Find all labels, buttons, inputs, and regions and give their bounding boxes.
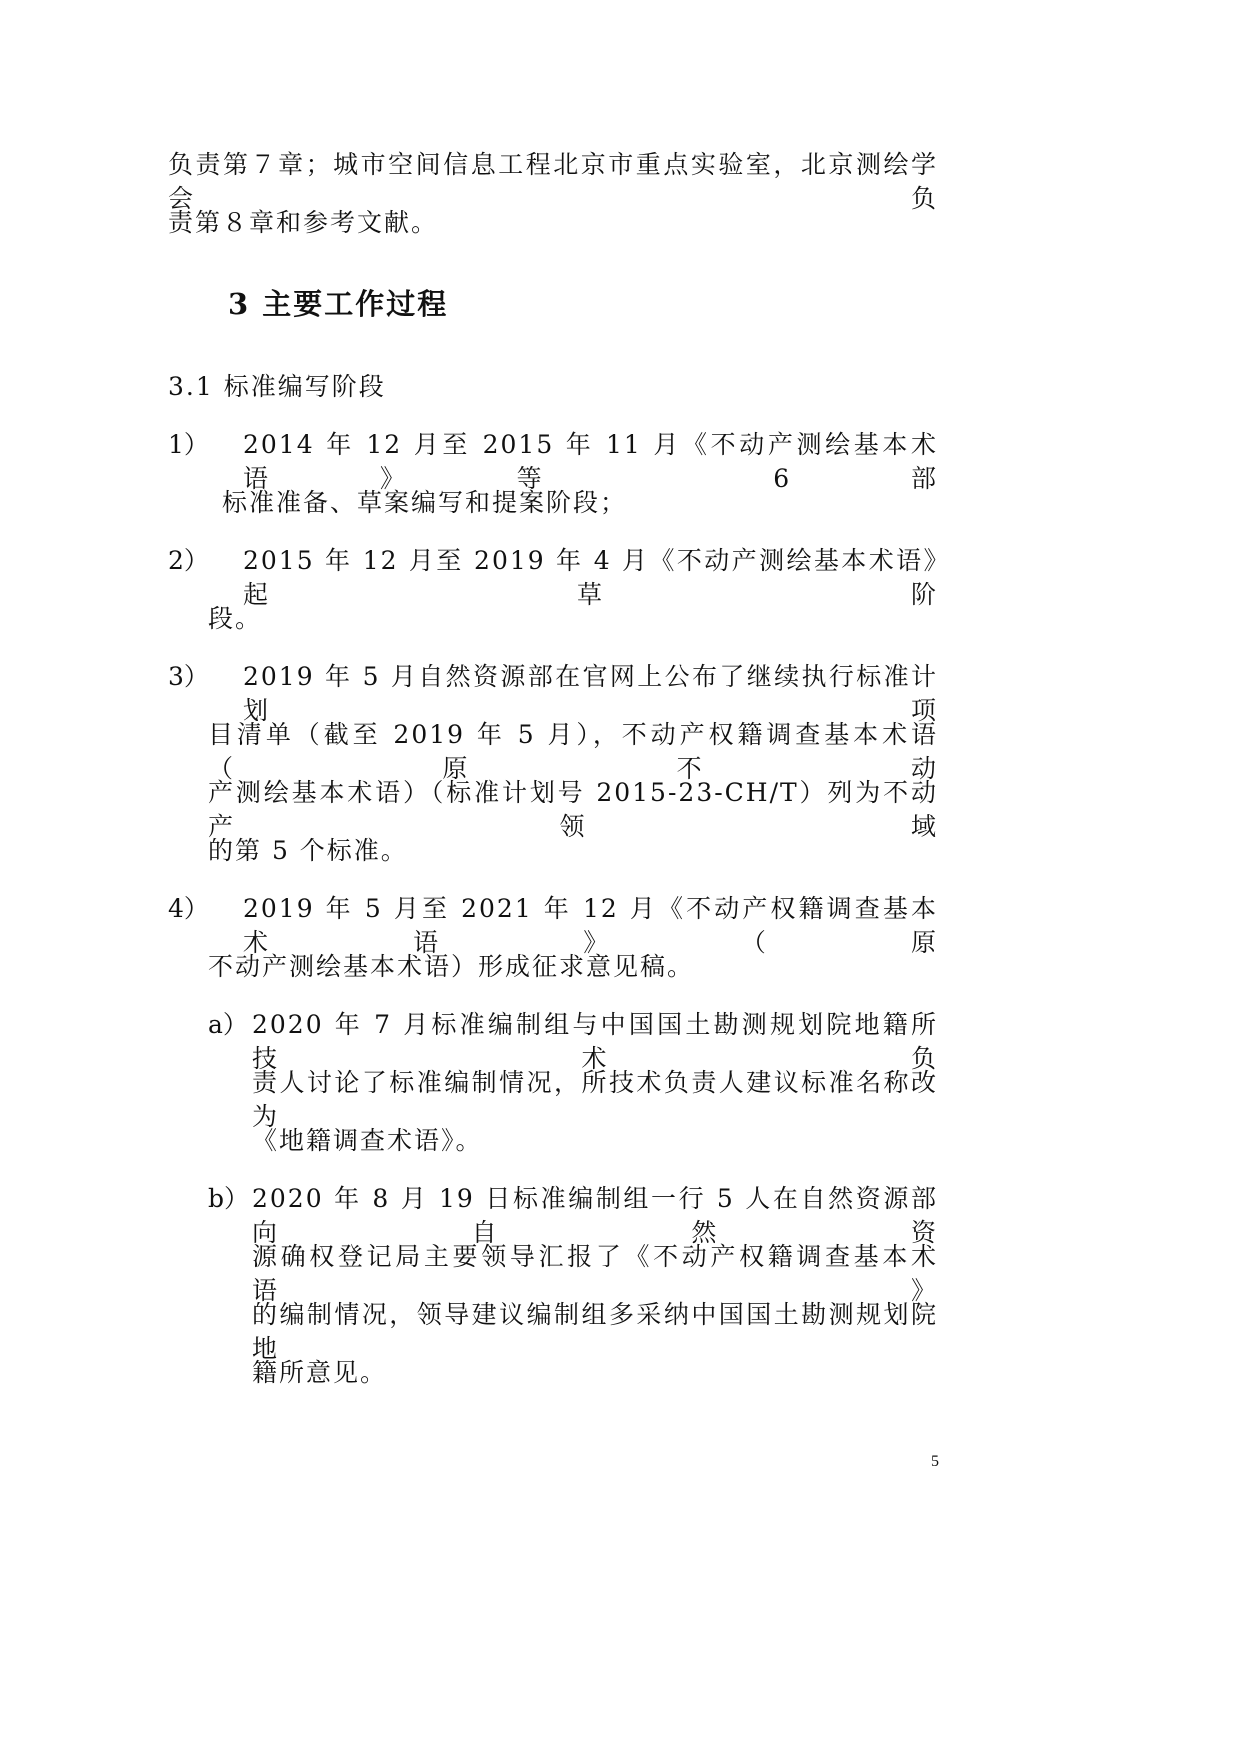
page-number: 5 — [931, 1453, 939, 1470]
sublist-item-line: 《地籍调查术语》。 — [252, 1126, 483, 1155]
list-marker: 1） — [168, 430, 209, 459]
sublist-item-line: 源确权登记局主要领导汇报了《不动产权籍调查基本术语》 — [252, 1242, 938, 1305]
list-item-line: 不动产测绘基本术语）形成征求意见稿。 — [208, 952, 695, 981]
list-marker: 4） — [168, 894, 209, 923]
list-marker: 3） — [168, 662, 209, 691]
list-item-line: 目清单（截至 2019 年 5 月），不动产权籍调查基本术语（原不动 — [208, 720, 938, 783]
sublist-item-line: 责人讨论了标准编制情况，所技术负责人建议标准名称改为 — [252, 1068, 938, 1131]
sublist-marker: b） — [208, 1184, 250, 1213]
sublist-item-line: 的编制情况，领导建议编制组多采纳中国国土勘测规划院地 — [252, 1300, 938, 1363]
sublist-item-line: 2020 年 7 月标准编制组与中国国土勘测规划院地籍所技术负 — [252, 1010, 938, 1073]
list-item-line: 的第 5 个标准。 — [208, 836, 408, 865]
list-item-line: 2015 年 12 月至 2019 年 4 月《不动产测绘基本术语》起草阶 — [243, 546, 938, 609]
list-item-line: 段。 — [208, 604, 263, 633]
list-item-line: 产测绘基本术语）（标准计划号 2015-23-CH/T）列为不动产领域 — [208, 778, 938, 841]
list-marker: 2） — [168, 546, 209, 575]
section-heading: 3 主要工作过程 — [228, 287, 449, 321]
list-item-line: 2019 年 5 月至 2021 年 12 月《不动产权籍调查基本术语》（原 — [243, 894, 938, 957]
sublist-item-line: 籍所意见。 — [252, 1358, 388, 1387]
paragraph-line: 责第８章和参考文献。 — [168, 208, 439, 237]
sublist-marker: a） — [208, 1010, 248, 1039]
sublist-item-line: 2020 年 8 月 19 日标准编制组一行 5 人在自然资源部向自然资 — [252, 1184, 938, 1247]
list-item-line: 2019 年 5 月自然资源部在官网上公布了继续执行标准计划项 — [243, 662, 938, 725]
list-item-line: 标准准备、草案编写和提案阶段； — [222, 488, 628, 517]
paragraph-line: 负责第７章；城市空间信息工程北京市重点实验室，北京测绘学会负 — [168, 150, 938, 213]
subsection-heading: 3.1 标准编写阶段 — [168, 372, 386, 401]
list-item-line: 2014 年 12 月至 2015 年 11 月《不动产测绘基本术语》等 6 部 — [243, 430, 938, 493]
